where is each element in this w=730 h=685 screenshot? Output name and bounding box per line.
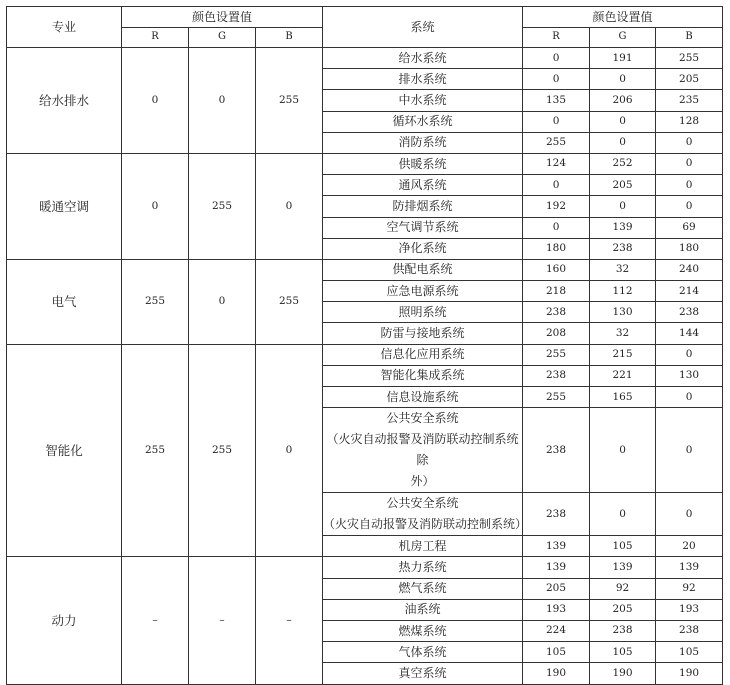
discipline-r-value: – (122, 557, 189, 684)
system-r-value: 135 (523, 90, 590, 111)
system-b-value: 20 (656, 536, 723, 557)
system-r-value: 255 (523, 132, 590, 153)
system-name: 供配电系统 (323, 259, 523, 280)
system-name: 排水系统 (323, 69, 523, 90)
system-r-value: 124 (523, 153, 590, 174)
discipline-name: 暖通空调 (7, 153, 122, 259)
system-b-value: 193 (656, 599, 723, 620)
table-row (7, 153, 723, 174)
discipline-name: 电气 (7, 259, 122, 344)
system-g-value: 238 (590, 620, 656, 641)
table-row (7, 557, 723, 578)
discipline-r-value: 255 (122, 344, 189, 557)
system-r-value: 255 (523, 387, 590, 408)
system-g-value: 206 (590, 90, 656, 111)
system-name: 信息化应用系统 (323, 344, 523, 365)
system-r-value: 105 (523, 642, 590, 663)
header-r-right: R (523, 28, 590, 48)
discipline-b-value: 0 (256, 153, 323, 259)
system-name: 燃煤系统 (323, 620, 523, 641)
discipline-g-value: 255 (189, 344, 256, 557)
system-g-value: 205 (590, 599, 656, 620)
header-g-right: G (590, 28, 656, 48)
system-g-value: 105 (590, 536, 656, 557)
table-row (7, 344, 723, 365)
system-name: 通风系统 (323, 175, 523, 196)
system-name: 应急电源系统 (323, 281, 523, 302)
system-g-value: 191 (590, 48, 656, 69)
system-g-value: 32 (590, 323, 656, 344)
system-g-value: 252 (590, 153, 656, 174)
discipline-g-value: 255 (189, 153, 256, 259)
system-g-value: 0 (590, 196, 656, 217)
header-g-left: G (189, 28, 256, 48)
system-name-line: 外） (410, 474, 435, 489)
system-r-value: 0 (523, 111, 590, 132)
system-r-value: 192 (523, 196, 590, 217)
system-b-value: 0 (656, 196, 723, 217)
system-name: 给水系统 (323, 48, 523, 69)
system-r-value: 0 (523, 217, 590, 238)
system-name (323, 408, 523, 493)
system-g-value: 165 (590, 387, 656, 408)
system-g-value: 190 (590, 663, 656, 684)
system-name: 智能化集成系统 (323, 365, 523, 386)
system-name: 防雷与接地系统 (323, 323, 523, 344)
system-g-value: 0 (590, 408, 656, 493)
system-name: 照明系统 (323, 302, 523, 323)
system-g-value: 0 (590, 493, 656, 536)
system-r-value: 0 (523, 69, 590, 90)
header-b-left: B (256, 28, 323, 48)
system-b-value: 105 (656, 642, 723, 663)
discipline-r-value: 0 (122, 48, 189, 154)
header-b-right: B (656, 28, 723, 48)
system-b-value: 255 (656, 48, 723, 69)
system-name: 防排烟系统 (323, 196, 523, 217)
system-g-value: 0 (590, 111, 656, 132)
system-r-value: 224 (523, 620, 590, 641)
system-r-value: 193 (523, 599, 590, 620)
system-g-value: 112 (590, 281, 656, 302)
system-name: 供暖系统 (323, 153, 523, 174)
table-row (7, 48, 723, 69)
system-name (323, 493, 528, 536)
system-r-value: 255 (523, 344, 590, 365)
discipline-b-value: 255 (256, 48, 323, 154)
header-color-right: 颜色设置值 (523, 7, 723, 28)
system-name-line: （火灾自动报警及消防联动控制系统除 (326, 432, 519, 468)
system-name: 空气调节系统 (323, 217, 523, 238)
system-name-line: 公共安全系统 (386, 411, 459, 426)
system-b-value: 235 (656, 90, 723, 111)
system-name: 循环水系统 (323, 111, 523, 132)
system-b-value: 144 (656, 323, 723, 344)
discipline-name: 动力 (7, 557, 122, 684)
system-g-value: 205 (590, 175, 656, 196)
system-name-line: 公共安全系统 (386, 496, 459, 511)
discipline-r-value: 255 (122, 259, 189, 344)
system-name: 中水系统 (323, 90, 523, 111)
system-r-value: 180 (523, 238, 590, 259)
system-r-value: 139 (523, 536, 590, 557)
system-g-value: 32 (590, 259, 656, 280)
system-r-value: 208 (523, 323, 590, 344)
discipline-b-value: 255 (256, 259, 323, 344)
system-r-value: 218 (523, 281, 590, 302)
system-name: 信息设施系统 (323, 387, 523, 408)
system-name-line: （火灾自动报警及消防联动控制系统） (323, 517, 528, 532)
discipline-name: 给水排水 (7, 48, 122, 154)
system-b-value: 128 (656, 111, 723, 132)
system-b-value: 139 (656, 557, 723, 578)
discipline-b-value: 0 (256, 344, 323, 557)
system-b-value: 0 (656, 387, 723, 408)
system-r-value: 238 (523, 493, 590, 536)
system-b-value: 0 (656, 175, 723, 196)
system-b-value: 92 (656, 578, 723, 599)
system-g-value: 238 (590, 238, 656, 259)
system-r-value: 238 (523, 408, 590, 493)
discipline-g-value: 0 (189, 259, 256, 344)
system-name: 消防系统 (323, 132, 523, 153)
system-b-value: 0 (656, 153, 723, 174)
system-b-value: 238 (656, 302, 723, 323)
system-r-value: 205 (523, 578, 590, 599)
system-name: 燃气系统 (323, 578, 523, 599)
system-g-value: 92 (590, 578, 656, 599)
discipline-g-value: – (189, 557, 256, 684)
system-name: 机房工程 (323, 536, 523, 557)
table-row (7, 259, 723, 280)
system-r-value: 238 (523, 302, 590, 323)
system-r-value: 160 (523, 259, 590, 280)
header-r-left: R (122, 28, 189, 48)
system-name: 气体系统 (323, 642, 523, 663)
system-b-value: 0 (656, 408, 723, 493)
system-b-value: 190 (656, 663, 723, 684)
system-b-value: 69 (656, 217, 723, 238)
system-b-value: 238 (656, 620, 723, 641)
system-g-value: 0 (590, 69, 656, 90)
system-name: 油系统 (323, 599, 523, 620)
system-r-value: 139 (523, 557, 590, 578)
color-settings-table (6, 6, 723, 685)
header-system: 系统 (323, 7, 523, 48)
system-r-value: 0 (523, 175, 590, 196)
system-g-value: 139 (590, 557, 656, 578)
system-b-value: 180 (656, 238, 723, 259)
system-r-value: 0 (523, 48, 590, 69)
system-g-value: 139 (590, 217, 656, 238)
system-b-value: 214 (656, 281, 723, 302)
system-g-value: 105 (590, 642, 656, 663)
system-r-value: 190 (523, 663, 590, 684)
system-b-value: 130 (656, 365, 723, 386)
discipline-name: 智能化 (7, 344, 122, 557)
system-g-value: 221 (590, 365, 656, 386)
system-r-value: 238 (523, 365, 590, 386)
system-b-value: 0 (656, 344, 723, 365)
system-g-value: 0 (590, 132, 656, 153)
discipline-b-value: – (256, 557, 323, 684)
system-b-value: 205 (656, 69, 723, 90)
system-b-value: 240 (656, 259, 723, 280)
header-row (7, 7, 723, 28)
discipline-r-value: 0 (122, 153, 189, 259)
system-g-value: 130 (590, 302, 656, 323)
system-g-value: 215 (590, 344, 656, 365)
system-b-value: 0 (656, 493, 723, 536)
discipline-g-value: 0 (189, 48, 256, 154)
system-name: 净化系统 (323, 238, 523, 259)
header-discipline: 专业 (7, 7, 122, 48)
system-b-value: 0 (656, 132, 723, 153)
system-name: 真空系统 (323, 663, 523, 684)
system-name: 热力系统 (323, 557, 523, 578)
header-color-left: 颜色设置值 (122, 7, 323, 28)
